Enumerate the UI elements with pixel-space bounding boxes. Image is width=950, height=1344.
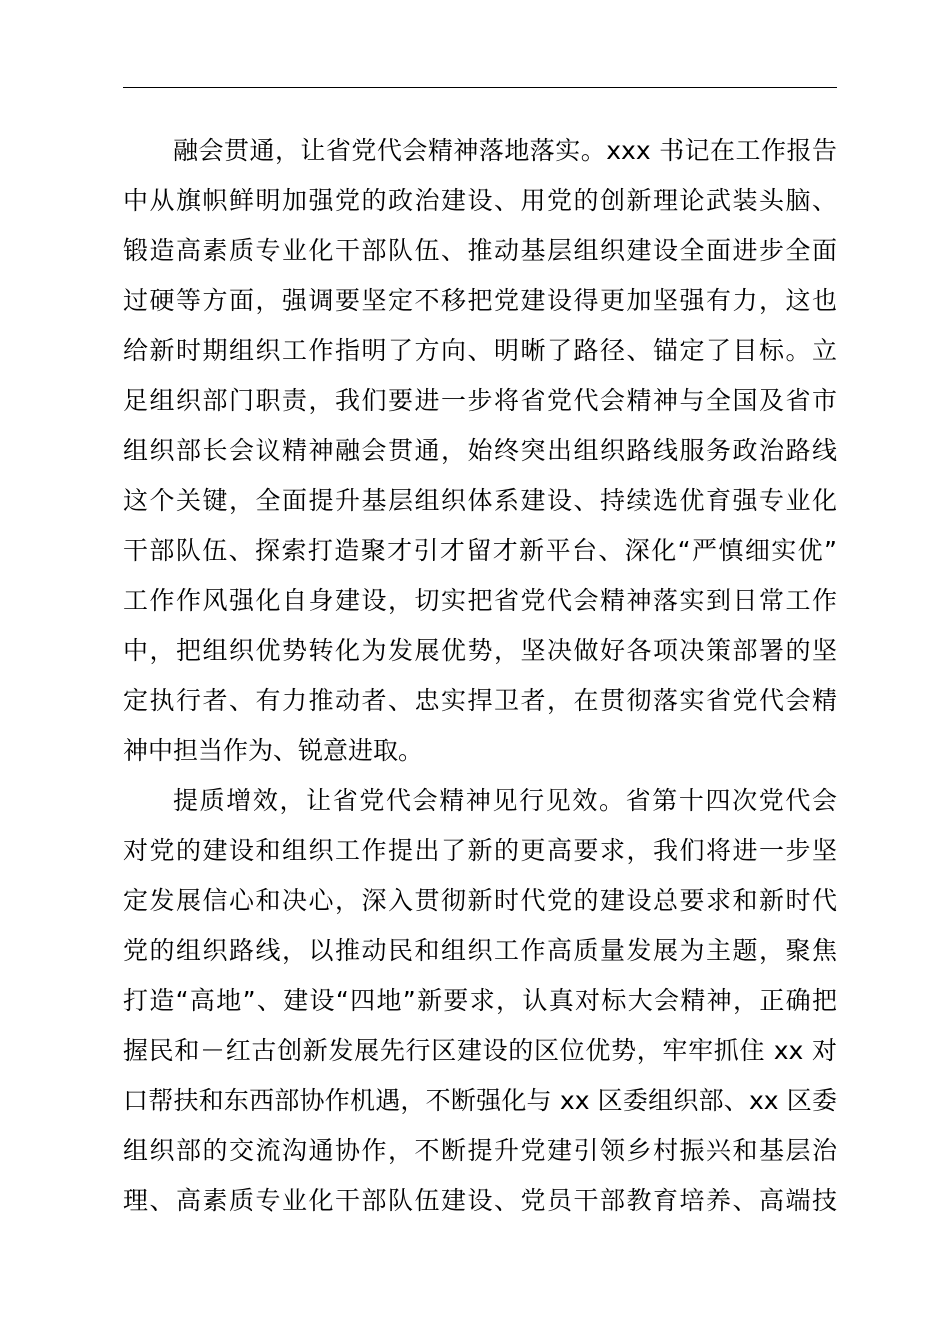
paragraph-line: 理、高素质专业化干部队伍建设、党员干部教育培养、高端技 [123,1186,837,1215]
paragraph-2 [123,776,837,1226]
header-rule [123,87,837,88]
paragraph-line: 干部队伍、探索打造聚才引才留才新平台、深化“严慎细实优” [123,536,837,565]
paragraph-line: 工作作风强化自身建设，切实把省党代会精神落实到日常工作 [123,586,837,615]
paragraph-line: 融会贯通，让省党代会精神落地落实。xxx 书记在工作报告 [173,136,837,165]
paragraph-line: 锻造高素质专业化干部队伍、推动基层组织建设全面进步全面 [123,236,837,265]
paragraph-line: 组织部的交流沟通协作，不断提升党建引领乡村振兴和基层治 [123,1136,837,1165]
paragraph-line: 组织部长会议精神融会贯通，始终突出组织路线服务政治路线 [123,436,837,465]
paragraph-line: 口帮扶和东西部协作机遇，不断强化与 xx 区委组织部、xx 区委 [123,1086,837,1115]
paragraph-line: 中，把组织优势转化为发展优势，坚决做好各项决策部署的坚 [123,636,837,665]
paragraph-last-line: 神中担当作为、锐意进取。 [123,736,424,765]
paragraph-line: 足组织部门职责，我们要进一步将省党代会精神与全国及省市 [123,386,837,415]
paragraph-line: 党的组织路线，以推动民和组织工作高质量发展为主题，聚焦 [123,936,837,965]
paragraph-line: 提质增效，让省党代会精神见行见效。省第十四次党代会 [173,786,837,815]
paragraph-1 [123,126,837,776]
paragraph-line: 打造“高地”、建设“四地”新要求，认真对标大会精神，正确把 [123,986,837,1015]
body-text [123,126,837,1226]
paragraph-line: 过硬等方面，强调要坚定不移把党建设得更加坚强有力，这也 [123,286,837,315]
paragraph-line: 握民和－红古创新发展先行区建设的区位优势，牢牢抓住 xx 对 [123,1036,837,1065]
paragraph-line: 定发展信心和决心，深入贯彻新时代党的建设总要求和新时代 [123,886,837,915]
paragraph-line: 这个关键，全面提升基层组织体系建设、持续选优育强专业化 [123,486,837,515]
paragraph-line: 给新时期组织工作指明了方向、明晰了路径、锚定了目标。立 [123,336,837,365]
paragraph-line: 对党的建设和组织工作提出了新的更高要求，我们将进一步坚 [123,836,837,865]
paragraph-line: 定执行者、有力推动者、忠实捍卫者，在贯彻落实省党代会精 [123,686,837,715]
paragraph-line: 中从旗帜鲜明加强党的政治建设、用党的创新理论武装头脑、 [123,186,837,215]
